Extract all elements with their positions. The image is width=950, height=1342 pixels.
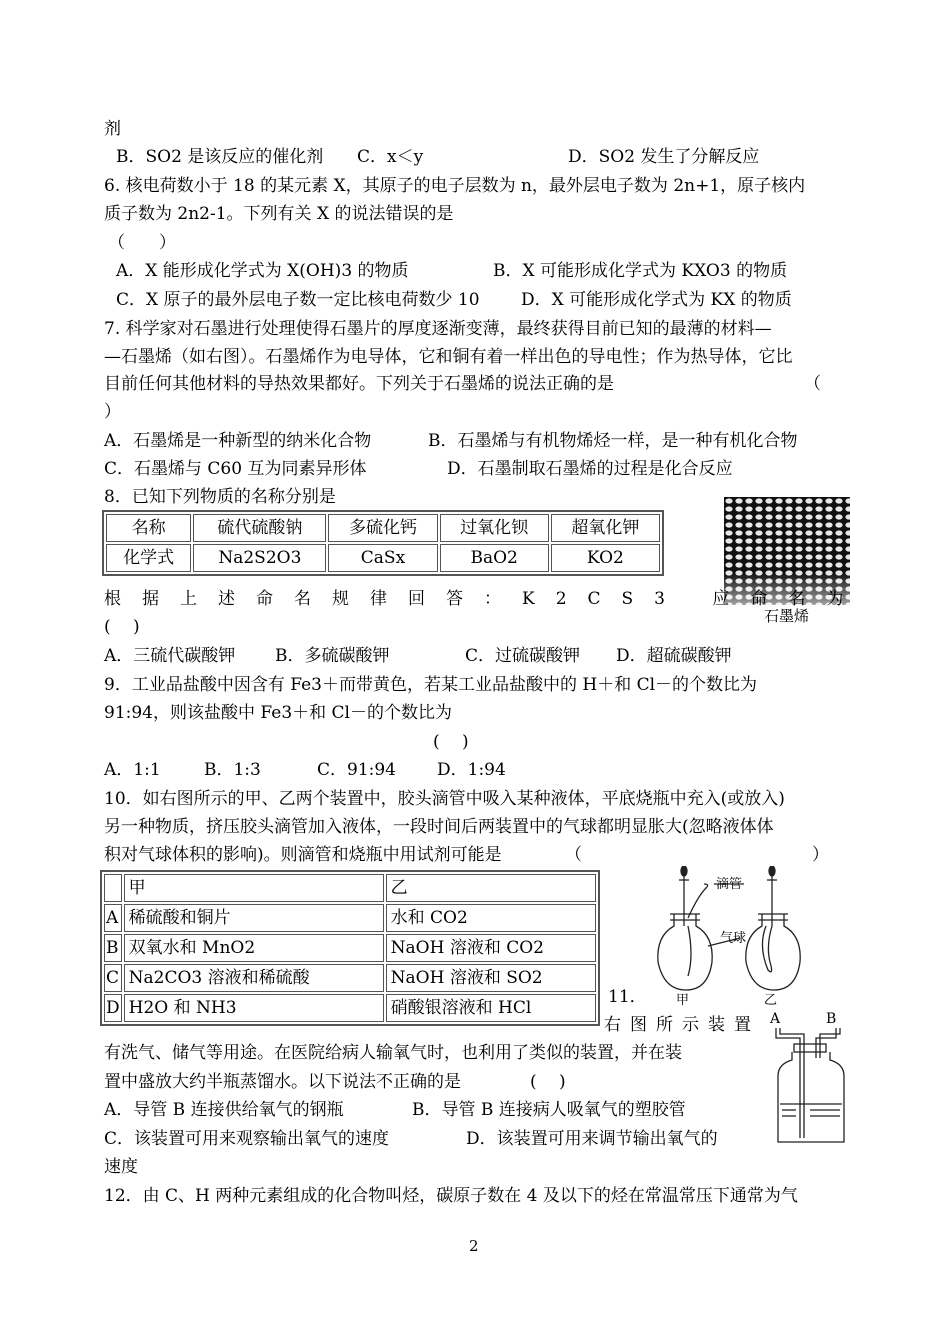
dropper-label: 滴管 — [716, 877, 743, 892]
table-cell — [104, 874, 122, 902]
option-a: A．石墨烯是一种新型的纳米化合物 — [104, 431, 372, 451]
text-line: 根据上述命名规律回答：K2CS3 应命名为 — [104, 589, 865, 609]
table-cell: 硝酸银溶液和 HCl — [386, 994, 596, 1022]
option-c: C．过硫碳酸钾 — [465, 646, 581, 666]
option-b: B．1:3 — [204, 760, 261, 780]
table-cell: 多硫化钙 — [328, 514, 437, 542]
table-cell: 水和 CO2 — [386, 904, 596, 932]
balloon-label: 气球 — [720, 931, 747, 946]
table-cell: H2O 和 NH3 — [124, 994, 384, 1022]
naming-table — [102, 510, 664, 576]
table-row — [106, 514, 660, 542]
table-cell: 乙 — [386, 874, 596, 902]
table-row — [104, 994, 596, 1022]
table-cell: 稀硫酸和铜片 — [124, 904, 384, 932]
answer-bracket: （ ） — [108, 233, 176, 253]
option-a: A．导管 B 连接供给氧气的钢瓶 — [104, 1100, 344, 1120]
question-9: 9．工业品盐酸中因含有 Fe3＋而带黄色，若某工业品盐酸中的 H＋和 Cl－的个数比为 — [104, 675, 758, 695]
option-d: D．超硫碳酸钾 — [616, 646, 732, 666]
question-8: 8．已知下列物质的名称分别是 — [104, 487, 336, 507]
question-11: 11． — [608, 987, 647, 1007]
option-b: B．导管 B 连接病人吸氧气的塑胶管 — [412, 1100, 686, 1120]
question-7: 7. 科学家对石墨进行处理使得石墨片的厚度逐渐变薄，最终获得目前已知的最薄的材料— — [104, 319, 772, 339]
table-cell: 双氧水和 MnO2 — [124, 934, 384, 962]
option-d: D．石墨制取石墨烯的过程是化合反应 — [447, 459, 733, 479]
answer-bracket: （ — [804, 374, 821, 394]
text-line: 置中盛放大约半瓶蒸馏水。以下说法不正确的是 — [104, 1072, 461, 1092]
text-line: 有洗气、储气等用途。在医院给病人输氧气时，也利用了类似的装置，并在装 — [104, 1043, 682, 1063]
question-10: 10．如右图所示的甲、乙两个装置中，胶头滴管中吸入某种液体，平底烧瓶中充入(或放入) — [104, 789, 785, 809]
table-cell: 甲 — [124, 874, 384, 902]
table-row — [104, 904, 596, 932]
wash-bottle-figure — [764, 1008, 852, 1148]
table-cell: C — [104, 964, 122, 992]
apparatus-jia-label: 甲 — [676, 993, 690, 1008]
table-cell: D — [104, 994, 122, 1022]
graphene-label: 石墨烯 — [764, 607, 810, 625]
answer-bracket: ） — [812, 845, 829, 865]
table-cell: CaSx — [328, 544, 437, 572]
table-row — [104, 964, 596, 992]
table-cell: 过氧化钡 — [440, 514, 549, 542]
option-d: D．SO2 发生了分解反应 — [568, 147, 760, 167]
question-6: 6. 核电荷数小于 18 的某元素 X，其原子的电子层数为 n，最外层电子数为 2n+1，原子核内 — [104, 176, 806, 196]
text-line: 91:94，则该盐酸中 Fe3＋和 Cl－的个数比为 — [104, 703, 452, 723]
answer-bracket: ( ) — [433, 732, 469, 752]
text-line: 右图所示装置 — [604, 1015, 760, 1035]
table-cell: A — [104, 904, 122, 932]
text-line: 积对气球体积的影响)。则滴管和烧瓶中用试剂可能是 — [104, 845, 502, 865]
flask-apparatus-figure — [648, 866, 808, 1010]
question-12: 12．由 C、H 两种元素组成的化合物叫烃，碳原子数在 4 及以下的烃在常温常压下通常为气 — [104, 1186, 798, 1206]
page-number: 2 — [469, 1237, 479, 1255]
table-cell: 化学式 — [106, 544, 191, 572]
table-cell: 名称 — [106, 514, 191, 542]
option-d: D．该装置可用来调节输出氧气的 — [466, 1129, 718, 1149]
option-a: A．三硫代碳酸钾 — [104, 646, 236, 666]
table-cell: NaOH 溶液和 SO2 — [386, 964, 596, 992]
reagent-table — [100, 870, 600, 1026]
text-line — [604, 1014, 760, 1036]
option-c: C．x＜y — [357, 147, 424, 167]
option-d: D．X 可能形成化学式为 KX 的物质 — [521, 290, 792, 310]
table-row — [104, 874, 596, 902]
table-cell: NaOH 溶液和 CO2 — [386, 934, 596, 962]
option-b: B．多硫碳酸钾 — [275, 646, 390, 666]
table-cell: Na2S2O3 — [193, 544, 326, 572]
option-b: B．石墨烯与有机物烯烃一样，是一种有机化合物 — [428, 431, 798, 451]
table-cell: BaO2 — [440, 544, 549, 572]
option-b: B．SO2 是该反应的催化剂 — [116, 147, 324, 167]
table-cell: Na2CO3 溶液和稀硫酸 — [124, 964, 384, 992]
table-cell: KO2 — [551, 544, 660, 572]
table-cell: 硫代硫酸钠 — [193, 514, 326, 542]
table-row — [106, 544, 660, 572]
table-cell: B — [104, 934, 122, 962]
option-c: C．石墨烯与 C60 互为同素异形体 — [104, 459, 367, 479]
option-a: A．1:1 — [104, 760, 161, 780]
text-line: 速度 — [104, 1157, 138, 1177]
text-line: 质子数为 2n2-1。下列有关 X 的说法错误的是 — [104, 204, 454, 224]
answer-bracket: ( ) — [104, 617, 140, 637]
question-8-answer — [104, 588, 865, 610]
text-line: 另一种物质，挤压胶头滴管加入液体，一段时间后两装置中的气球都明显胀大(忽略液体体 — [104, 817, 774, 837]
option-d: D．1:94 — [437, 760, 506, 780]
apparatus-yi-label: 乙 — [764, 993, 778, 1008]
option-c: C．该装置可用来观察输出氧气的速度 — [104, 1129, 390, 1149]
table-row — [104, 934, 596, 962]
table-cell: 超氧化钾 — [551, 514, 660, 542]
answer-bracket: ） — [104, 402, 121, 422]
option-c: C．91:94 — [317, 760, 396, 780]
tube-a-label: A — [770, 1011, 781, 1027]
answer-bracket: ( ) — [530, 1072, 566, 1092]
text-line: 剂 — [104, 119, 121, 139]
option-a: A．X 能形成化学式为 X(OH)3 的物质 — [116, 261, 409, 281]
text-line: 目前任何其他材料的导热效果都好。下列关于石墨烯的说法正确的是 — [104, 374, 614, 394]
text-line: —石墨烯（如右图）。石墨烯作为电导体，它和铜有着一样出色的导电性；作为热导体，它比 — [104, 347, 793, 367]
tube-b-label: B — [826, 1011, 837, 1027]
answer-bracket: （ — [565, 845, 582, 865]
option-c: C．X 原子的最外层电子数一定比核电荷数少 10 — [116, 290, 480, 310]
option-b: B．X 可能形成化学式为 KXO3 的物质 — [493, 261, 788, 281]
